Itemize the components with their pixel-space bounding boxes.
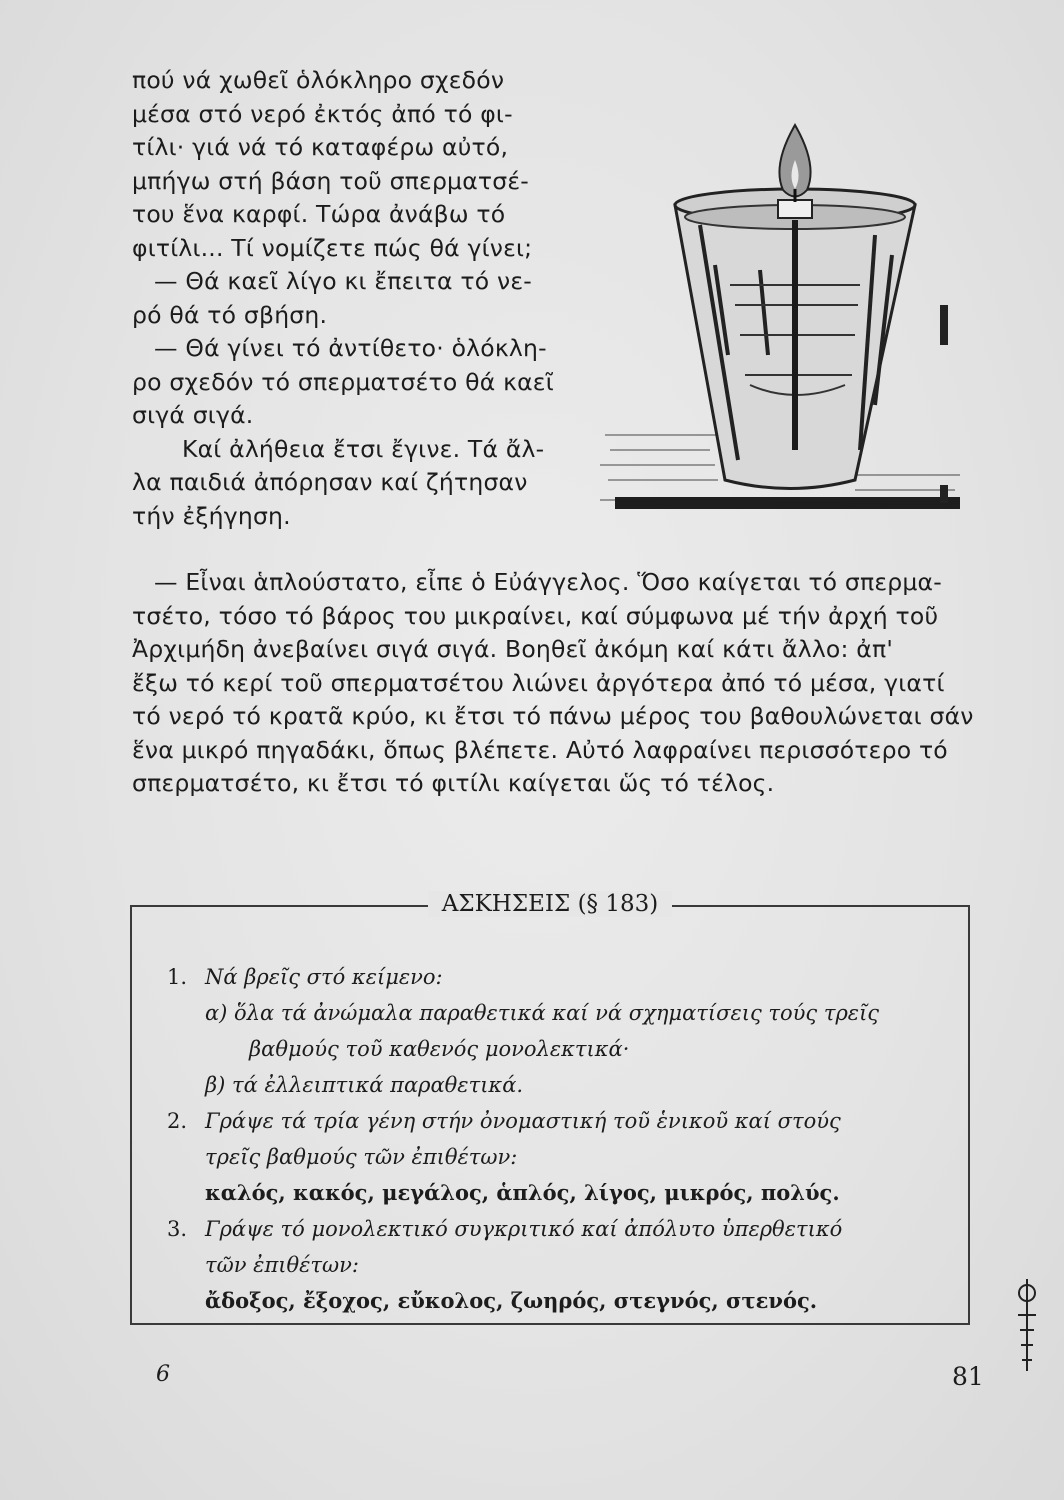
exercise-word-list: ἄδοξος, ἔξοχος, εὔκολος, ζωηρός, στεγνός, στενός. — [205, 1288, 818, 1313]
exercise-number: 1. — [167, 965, 188, 989]
exercise-text: Γράψε τά τρία γένη στήν ὀνομαστική τοῦ ἑνικοῦ καί στούς — [205, 1109, 841, 1133]
text-line: λα παιδιά ἀπόρησαν καί ζήτησαν — [132, 468, 528, 496]
text-line: ρο σχεδόν τό σπερματσέτο θά καεῖ — [132, 367, 554, 396]
exercise-subitem-continuation: βαθμούς τοῦ καθενός μονολεκτικά· — [249, 1037, 630, 1061]
exercise-title-text: ΑΣΚΗΣΕΙΣ (§ 183) — [428, 891, 672, 917]
exercise-list — [167, 959, 957, 1319]
exercise-subitem: β) τά ἐλλειπτικά παραθετικά. — [205, 1073, 524, 1097]
text-line: σιγά σιγά. — [132, 401, 254, 429]
text-line: τήν ἐξήγηση. — [132, 501, 291, 530]
text-line: μπήγω στή βάση τοῦ σπερματσέ- — [132, 166, 529, 195]
dialogue-line: — Θά γίνει τό ἀντίθετο· ὁλόκλη- — [154, 334, 547, 362]
wide-text-column — [132, 566, 974, 801]
text-line: τό νερό τό κρατᾶ κρύο, κι ἔτσι τό πάνω μέρος του βαθουλώνεται σάν — [132, 702, 974, 730]
candle-in-glass-illustration — [600, 105, 965, 530]
exercise-title — [132, 889, 968, 919]
text-line: τίλι· γιά νά τό καταφέρω αὐτό, — [132, 133, 509, 161]
exercise-number: 3. — [167, 1217, 188, 1241]
narrow-text-column — [132, 64, 552, 533]
text-line: του ἕνα καρφί. Τώρα ἀνάβω τό — [132, 200, 506, 228]
dialogue-line: — Θά καεῖ λίγο κι ἔπειτα τό νε- — [154, 267, 532, 295]
text-line: ἔξω τό κερί τοῦ σπερματσέτου λιώνει ἀργότερα ἀπό τό μέσα, γιατί — [132, 668, 945, 697]
text-line: μέσα στό νερό ἐκτός ἀπό τό φι- — [132, 99, 513, 128]
signature-mark: 6 — [156, 1362, 170, 1387]
exercise-subitem: α) ὅλα τά ἀνώμαλα παραθετικά καί νά σχηματίσεις τούς τρεῖς — [205, 1001, 880, 1025]
exercise-word-list: καλός, κακός, μεγάλος, ἁπλός, λίγος, μικρός, πολύς. — [205, 1180, 840, 1205]
text-line: ἕνα μικρό πηγαδάκι, ὅπως βλέπετε. Αὐτό λαφραίνει περισσότερο τό — [132, 735, 948, 764]
paragraph-start-line: Καί ἀλήθεια ἔτσι ἔγινε. Τά ἄλ- — [182, 434, 545, 463]
exercise-item — [167, 1103, 957, 1139]
text-line: φιτίλι... Τί νομίζετε πώς θά γίνει; — [132, 233, 533, 262]
text-line: Ἀρχιμήδη ἀνεβαίνει σιγά σιγά. Βοηθεῖ ἀκόμη καί κάτι ἄλλο: ἀπ' — [132, 635, 893, 663]
exercise-box — [130, 891, 970, 1325]
ornament-mark — [1012, 1275, 1042, 1375]
exercise-text: Νά βρεῖς στό κείμενο: — [205, 965, 443, 989]
exercise-number: 2. — [167, 1109, 188, 1133]
text-line: σπερματσέτο, κι ἔτσι τό φιτίλι καίγεται ὥς τό τέλος. — [132, 769, 775, 797]
exercise-text-continuation: τρεῖς βαθμούς τῶν ἐπιθέτων: — [205, 1145, 518, 1169]
dialogue-line: — Εἶναι ἁπλούστατο, εἶπε ὁ Εὐάγγελος. Ὅσο καίγεται τό σπερμα- — [154, 568, 942, 596]
exercise-item — [167, 959, 957, 995]
text-line: ρό θά τό σβήση. — [132, 300, 328, 329]
exercise-text: Γράψε τό μονολεκτικό συγκριτικό καί ἀπόλυτο ὑπερθετικό — [205, 1217, 843, 1241]
exercise-text-continuation: τῶν ἐπιθέτων: — [205, 1253, 359, 1277]
page-number: 81 — [952, 1362, 984, 1391]
text-line: πού νά χωθεῖ ὁλόκληρο σχεδόν — [132, 66, 505, 94]
exercise-item — [167, 1211, 957, 1247]
text-line: τσέτο, τόσο τό βάρος του μικραίνει, καί σύμφωνα μέ τήν ἀρχή τοῦ — [132, 601, 939, 630]
